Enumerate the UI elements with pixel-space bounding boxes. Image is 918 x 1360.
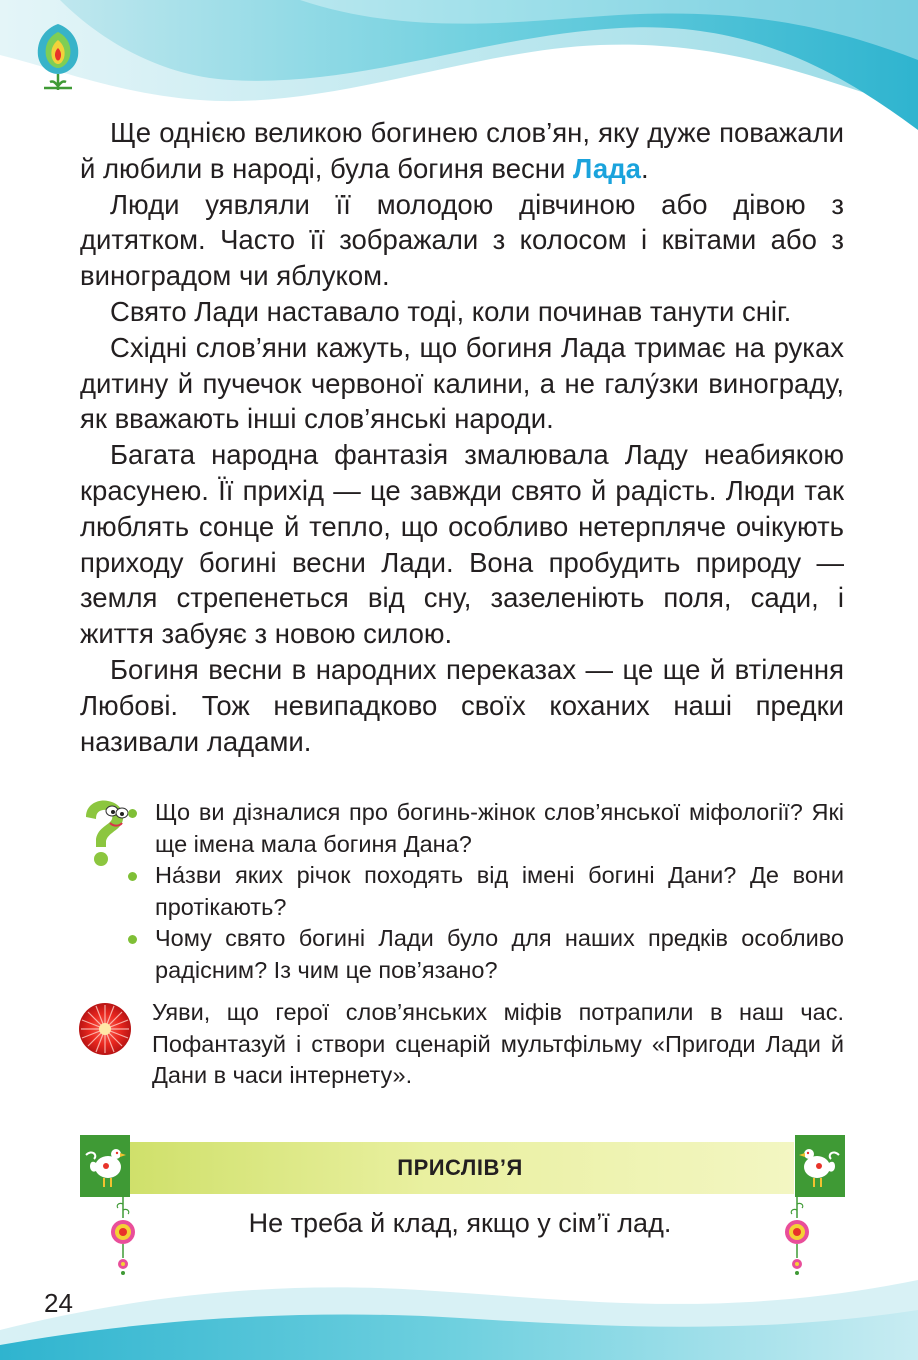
creative-task-block [76,997,844,1092]
questions-list [152,797,844,986]
question-item: Що ви дізналися про богинь-жінок слов’янської міфології? Які ще імена мала богиня Дана? [152,797,844,860]
page-number: 24 [44,1288,73,1318]
creative-task-text: Уяви, що герої слов’янських міфів потрапили в наш час. Пофантазуй і створи сценарій мультфільму «Пригоди Лади й Дани в часи інтернету». [152,999,844,1088]
bird-icon [795,1135,845,1197]
main-article-text [80,115,844,759]
questions-block [76,797,844,986]
bird-icon [80,1135,130,1197]
paragraph-love: Богиня весни в народних переказах — це ще й втілення Любові. Тож невипадково своїх коханих наші предки називали ладами. [80,653,844,757]
red-flower-icon [78,1002,132,1056]
paragraph-holiday: Свято Лади наставало тоді, коли починав танути сніг. [110,295,792,327]
highlight-lada: Лада [572,152,641,184]
paragraph-lada-intro: Ще однією великою богинею слов’ян, яку дуже поважали й любили в народі, була богиня весни Лада. [80,117,844,184]
paragraph-fantasy: Багата народна фантазія змалювала Ладу неабиякою красунею. Її прихід — це завжди свято й радість. Люди так люблять сонце й тепло, що особливо нетерпляче очікують приходу богині весни Лади. Вона пробудить природу — земля стрепенеться від сну, зазеленіють поля, сади, і життя забуяє з новою силою. [80,439,844,650]
bottom-wave-decoration [0,1260,918,1360]
paragraph-east-slavs: Східні слов’яни кажуть, що богиня Лада тримає на руках дитину й пучечок червоної калини, а не галу́зки винограду, як вважають інші слов’янські народи. [80,331,844,435]
proverb-text: Не треба й клад, якщо у сім’ї лад. [248,1208,672,1238]
question-item: Чому свято богині Лади було для наших предків особливо радісним? Із чим це пов’язано? [152,923,844,986]
peacock-flower-icon [28,18,88,96]
proverb-title: ПРИСЛІВ’Я [397,1155,523,1180]
question-item: На́зви яких річок походять від імені богині Дани? Де вони протікають? [152,860,844,923]
question-mark-icon [76,797,132,869]
paragraph-depiction: Люди уявляли її молодою дівчиною або дівою з дитятком. Часто її зображали з колосом і квітами або з виноградом чи яблуком. [80,188,844,292]
